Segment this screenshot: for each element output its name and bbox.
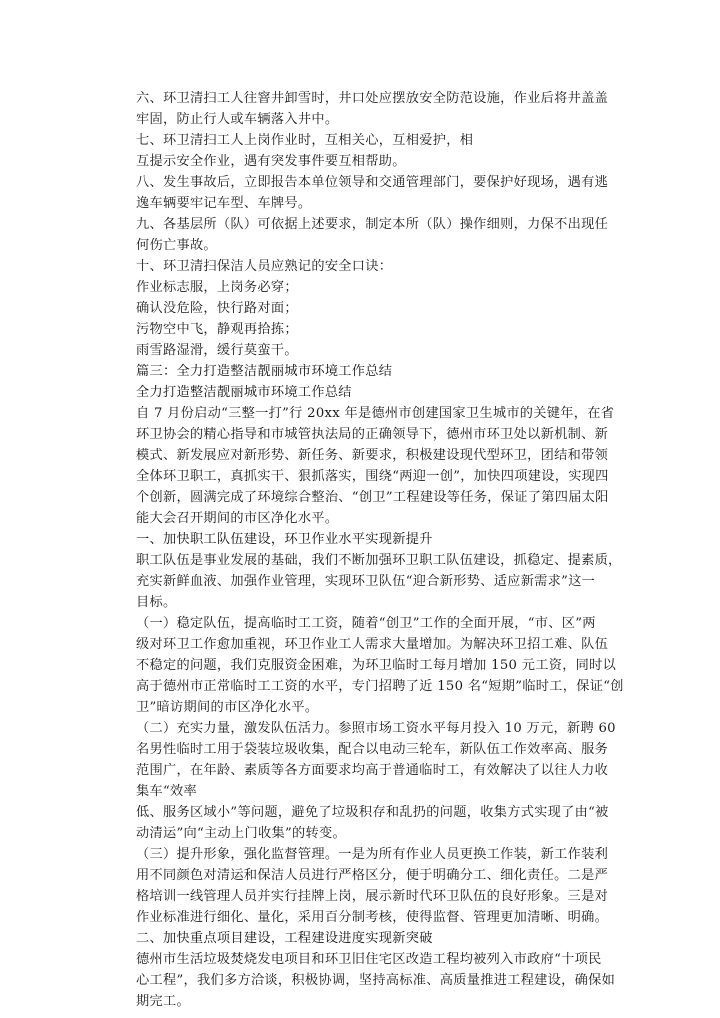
- text-line: 低、服务区域小”等问题，避免了垃圾积存和乱扔的问题，收集方式实现了由“被: [136, 805, 609, 820]
- text-line: 卫”暗访期间的市区净化水平。: [136, 700, 319, 715]
- text-line: 污物空中飞，静观再拾拣；: [136, 322, 298, 337]
- text-line: 六、环卫清扫工人往窨井卸雪时，井口处应摆放安全防范设施，作业后将井盖盖: [136, 91, 609, 106]
- text-line: 高于德州市正常临时工工资的水平，专门招聘了近 150 名“短期”临时工，保证“创: [136, 679, 624, 694]
- section-heading: 篇三：全力打造整洁靓丽城市环境工作总结: [136, 364, 393, 379]
- text-line: 模式、新发展应对新形势、新任务、新要求，积极建设现代型环卫，团结和带领: [136, 448, 609, 463]
- subsection-heading: 二、加快重点项目建设，工程建设进度实现新突破: [136, 931, 433, 946]
- text-line: 牢固，防止行人或车辆落入井中。: [136, 112, 339, 127]
- document-title: 全力打造整洁靓丽城市环境工作总结: [136, 385, 352, 400]
- text-line: （二）充实力量，激发队伍活力。参照市场工资水平每月投入 10 万元，新聘 60: [136, 721, 616, 736]
- text-line: 何伤亡事故。: [136, 238, 217, 253]
- text-line: 环卫协会的精心指导和市城管执法局的正确领导下，德州市环卫处以新机制、新: [136, 427, 609, 442]
- text-line: 十、环卫清扫保洁人员应熟记的安全口诀：: [136, 259, 393, 274]
- text-line: 八、发生事故后，立即报告本单位领导和交通管理部门，要保护好现场，遇有逃: [136, 175, 609, 190]
- text-line: 七、环卫清扫工人上岗作业时，互相关心，互相爱护，相: [136, 133, 474, 148]
- text-line: （一）稳定队伍，提高临时工工资，随着“创卫”工作的全面开展，“市、区”两: [136, 616, 596, 631]
- text-line: 九、各基层所（队）可依据上述要求，制定本所（队）操作细则，力保不出现任: [136, 217, 609, 232]
- text-line: 不稳定的问题，我们克服资金困难，为环卫临时工每月增加 150 元工资，同时以: [136, 658, 617, 673]
- text-line: （三）提升形象，强化监督管理。一是为所有作业人员更换工作装，新工作装利: [136, 847, 609, 862]
- text-line: 心工程”，我们多方洽谈，积极协调，坚持高标准、高质量推进工程建设，确保如: [136, 973, 616, 988]
- text-line: 级对环卫工作愈加重视，环卫作业工人需求大量增加。为解决环卫招工难、队伍: [136, 637, 609, 652]
- document-body: [136, 88, 624, 1012]
- text-line: 名男性临时工用于袋装垃圾收集，配合以电动三轮车，新队伍工作效率高、服务: [136, 742, 609, 757]
- subsection-heading: 一、加快职工队伍建设，环卫作业水平实现新提升: [136, 532, 433, 547]
- text-line: 雨雪路湿滑，缓行莫蛮干。: [136, 343, 298, 358]
- text-line: 格培训一线管理人员并实行挂牌上岗，展示新时代环卫队伍的良好形象。三是对: [136, 889, 609, 904]
- text-line: 用不同颜色对清运和保洁人员进行严格区分，便于明确分工、细化责任。二是严: [136, 868, 609, 883]
- text-line: 能大会召开期间的市区净化水平。: [136, 511, 339, 526]
- text-line: 充实新鲜血液、加强作业管理，实现环卫队伍“迎合新形势、适应新需求”这一: [136, 574, 596, 589]
- text-line: 个创新，圆满完成了环境综合整治、“创卫”工程建设等任务，保证了第四届太阳: [136, 490, 609, 505]
- text-line: 逸车辆要牢记车型、车牌号。: [136, 196, 312, 211]
- text-line: 范围广，在年龄、素质等各方面要求均高于普通临时工，有效解决了以往人力收: [136, 763, 609, 778]
- text-line: 德州市生活垃圾焚烧发电项目和环卫旧住宅区改造工程均被列入市政府“十项民: [136, 952, 602, 967]
- text-line: 目标。: [136, 595, 177, 610]
- text-line: 全体环卫职工，真抓实干、狠抓落实，围绕“两迎一创”，加快四项建设，实现四: [136, 469, 609, 484]
- text-line: 动清运”向“主动上门收集”的转变。: [136, 826, 346, 841]
- text-line: 集车“效率: [136, 784, 197, 799]
- text-line: 确认没危险，快行路对面；: [136, 301, 298, 316]
- text-line: 作业标志服，上岗务必穿；: [136, 280, 298, 295]
- text-line: 作业标准进行细化、量化，采用百分制考核，使得监督、管理更加清晰、明确。: [136, 910, 609, 925]
- text-line: 期完工。: [136, 994, 190, 1009]
- text-line: 互提示安全作业，遇有突发事件要互相帮助。: [136, 154, 406, 169]
- text-line: 职工队伍是事业发展的基础，我们不断加强环卫职工队伍建设，抓稳定、提素质，: [136, 553, 622, 568]
- text-line: 自 7 月份启动“三整一打”行 20xx 年是德州市创建国家卫生城市的关键年，在省: [136, 406, 615, 421]
